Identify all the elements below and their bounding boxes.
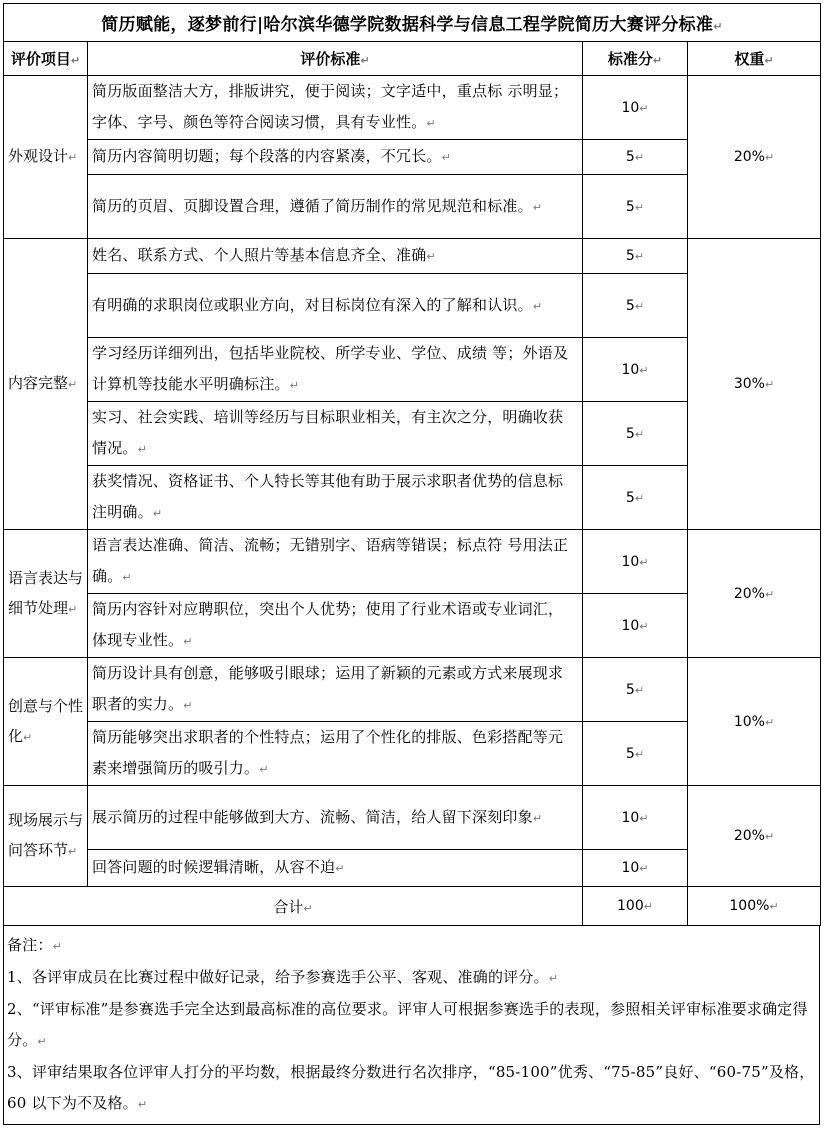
paragraph-mark-icon: ↵	[122, 571, 132, 584]
paragraph-mark-icon: ↵	[634, 747, 645, 761]
note-text: 2、“评审标准”是参赛选手完全达到最高标准的高位要求。评审人可根据参赛选手的表现，参照相关评审标准要求确定得分。	[7, 1000, 808, 1049]
score-value: 5	[625, 198, 635, 215]
note-item	[7, 994, 817, 1057]
total-weight: 100%	[729, 898, 770, 914]
paragraph-mark-icon: ↵	[639, 619, 649, 633]
score-value: 10	[621, 617, 640, 634]
score-value: 5	[625, 248, 635, 264]
header-criteria: 评价标准↵	[88, 42, 583, 76]
criterion-text-cell	[88, 140, 583, 175]
score-value: 10	[621, 361, 640, 378]
paragraph-mark-icon: ↵	[68, 845, 78, 858]
paragraph-mark-icon: ↵	[764, 378, 775, 391]
criterion-text-cell	[88, 175, 583, 239]
paragraph-mark-icon: ↵	[441, 151, 452, 164]
score-cell	[583, 850, 688, 887]
criterion-text-cell	[88, 594, 583, 658]
paragraph-mark-icon: ↵	[68, 602, 78, 616]
total-score: 100	[617, 898, 644, 914]
total-score-cell	[583, 887, 688, 926]
score-cell	[583, 239, 688, 274]
paragraph-mark-icon: ↵	[52, 940, 63, 953]
criterion-text-cell	[88, 338, 583, 402]
paragraph-mark-icon: ↵	[532, 200, 543, 214]
criterion-text: 语言表达准确、简洁、流畅；无错别字、语病等错误；标点符 号用法正确。	[92, 536, 569, 585]
scoring-table	[3, 3, 821, 926]
score-value: 10	[621, 860, 640, 876]
criterion-text: 简历能够突出求职者的个性特点；运用了个性化的排版、色彩搭配等元素来增强简历的吸引力。	[92, 728, 564, 777]
note-item	[7, 962, 817, 994]
total-label: 合计	[273, 897, 304, 916]
paragraph-mark-icon: ↵	[639, 101, 649, 115]
score-value: 10	[621, 553, 640, 570]
criterion-text: 有明确的求职岗位或职业方向，对目标岗位有深入的了解和认识。	[92, 295, 533, 314]
paragraph-mark-icon: ↵	[23, 730, 33, 744]
score-value: 5	[625, 425, 635, 442]
criterion-row	[4, 76, 821, 140]
category-name: 创意与个性化	[8, 696, 84, 745]
criterion-row	[4, 786, 821, 850]
header-item: 评价项目↵	[4, 42, 88, 76]
paragraph-mark-icon: ↵	[532, 299, 543, 313]
total-row	[4, 887, 821, 926]
category-name: 语言表达与细节处理	[8, 568, 84, 617]
score-cell	[583, 402, 688, 466]
weight-cell	[688, 658, 821, 786]
score-value: 5	[625, 297, 635, 314]
criterion-text: 学习经历详细列出，包括毕业院校、所学专业、学位、成绩 等；外语及计算机等技能水平明确标注。	[92, 344, 569, 393]
title-text: 简历赋能，逐梦前行|哈尔滨华德学院数据科学与信息工程学院简历大赛评分标准	[101, 15, 714, 35]
weight-cell	[688, 239, 821, 530]
category-name: 现场展示与问答环节	[8, 811, 84, 859]
score-cell	[583, 140, 688, 175]
criterion-text: 姓名、联系方式、个人照片等基本信息齐全、准确	[92, 246, 427, 264]
document-title	[4, 4, 821, 42]
score-cell	[583, 786, 688, 850]
criterion-text-cell	[88, 850, 583, 887]
criterion-text-cell	[88, 530, 583, 594]
criterion-text-cell	[88, 76, 583, 140]
paragraph-mark-icon: ↵	[303, 901, 313, 915]
criterion-row	[4, 239, 821, 274]
paragraph-mark-icon: ↵	[548, 972, 559, 985]
notes-section	[3, 926, 820, 1125]
paragraph-mark-icon: ↵	[713, 20, 723, 33]
paragraph-mark-icon: ↵	[37, 1035, 47, 1048]
criterion-text-cell	[88, 274, 583, 338]
paragraph-mark-icon: ↵	[764, 587, 775, 601]
score-value: 10	[621, 809, 640, 826]
paragraph-mark-icon: ↵	[335, 862, 345, 875]
criterion-text: 简历的页眉、页脚设置合理，遵循了简历制作的常见规范和标准。	[92, 196, 533, 215]
paragraph-mark-icon: ↵	[652, 54, 663, 67]
category-name: 外观设计	[8, 147, 69, 165]
score-value: 5	[625, 745, 635, 762]
paragraph-mark-icon: ↵	[360, 54, 370, 67]
paragraph-mark-icon: ↵	[634, 299, 645, 313]
criterion-text-cell	[88, 466, 583, 530]
paragraph-mark-icon: ↵	[289, 379, 300, 392]
category-name: 内容完整	[8, 374, 69, 392]
score-value: 5	[625, 149, 635, 165]
category-cell	[4, 76, 88, 239]
weight-value: 30%	[733, 376, 765, 392]
paragraph-mark-icon: ↵	[639, 811, 649, 825]
paragraph-mark-icon: ↵	[68, 151, 78, 164]
criterion-text: 展示简历的过程中能够做到大方、流畅、简洁，给人留下深刻印象	[92, 807, 533, 826]
criterion-text-cell	[88, 722, 583, 786]
paragraph-mark-icon: ↵	[68, 378, 78, 391]
paragraph-mark-icon: ↵	[137, 1098, 148, 1111]
paragraph-mark-icon: ↵	[183, 699, 193, 712]
criterion-text: 简历内容简明切题；每个段落的内容紧凑，不冗长。	[92, 147, 442, 165]
total-label-cell	[4, 887, 583, 926]
criterion-text: 简历版面整洁大方，排版讲究，便于阅读；文字适中，重点标 示明显；字体、字号、颜色等符合阅读习惯，具有专业性。	[92, 82, 569, 131]
header-weight: 权重↵	[688, 42, 821, 76]
header-score: 标准分↵	[583, 42, 688, 76]
score-cell	[583, 466, 688, 530]
criterion-text: 实习、社会实践、培训等经历与目标职业相关，有主次之分，明确收获情况。	[92, 408, 564, 457]
paragraph-mark-icon: ↵	[259, 763, 269, 776]
weight-cell	[688, 76, 821, 239]
score-cell	[583, 338, 688, 402]
paragraph-mark-icon: ↵	[532, 811, 543, 825]
paragraph-mark-icon: ↵	[639, 363, 649, 377]
score-cell	[583, 274, 688, 338]
total-weight-cell	[688, 887, 821, 926]
criterion-text: 简历内容针对应聘职位，突出个人优势；使用了行业术语或专业词汇，体现专业性。	[92, 600, 564, 649]
score-value: 5	[625, 681, 635, 698]
criterion-text-cell	[88, 658, 583, 722]
score-cell	[583, 76, 688, 140]
category-cell	[4, 786, 88, 887]
paragraph-mark-icon: ↵	[639, 555, 649, 569]
paragraph-mark-icon: ↵	[183, 635, 193, 648]
paragraph-mark-icon: ↵	[764, 830, 775, 843]
score-cell	[583, 175, 688, 239]
note-item	[7, 1057, 817, 1120]
score-cell	[583, 658, 688, 722]
scoring-document	[3, 3, 820, 1125]
paragraph-mark-icon: ↵	[634, 427, 645, 441]
weight-cell	[688, 786, 821, 887]
paragraph-mark-icon: ↵	[634, 683, 645, 697]
score-value: 5	[625, 489, 635, 506]
paragraph-mark-icon: ↵	[70, 54, 81, 67]
paragraph-mark-icon: ↵	[634, 491, 645, 505]
criterion-text: 简历设计具有创意，能够吸引眼球；运用了新颖的元素或方式来展现求职者的实力。	[92, 664, 564, 713]
paragraph-mark-icon: ↵	[426, 117, 436, 130]
paragraph-mark-icon: ↵	[643, 900, 653, 913]
paragraph-mark-icon: ↵	[634, 200, 645, 214]
paragraph-mark-icon: ↵	[634, 250, 645, 263]
category-cell	[4, 239, 88, 530]
paragraph-mark-icon: ↵	[764, 715, 775, 729]
weight-value: 20%	[733, 149, 765, 165]
criterion-text-cell	[88, 402, 583, 466]
note-text: 备注：	[7, 936, 53, 954]
paragraph-mark-icon: ↵	[769, 900, 779, 913]
criterion-text: 获奖情况、资格证书、个人特长等其他有助于展示求职者优势的信息标注明确。	[92, 472, 564, 521]
paragraph-mark-icon: ↵	[634, 151, 645, 164]
note-text: 1、各评审成员在比赛过程中做好记录，给予参赛选手公平、客观、准确的评分。	[7, 968, 549, 986]
score-cell	[583, 594, 688, 658]
score-value: 10	[621, 99, 640, 116]
score-cell	[583, 722, 688, 786]
weight-value: 20%	[733, 828, 765, 844]
criterion-row	[4, 530, 821, 594]
paragraph-mark-icon: ↵	[152, 507, 163, 520]
paragraph-mark-icon: ↵	[764, 151, 775, 164]
paragraph-mark-icon: ↵	[639, 862, 649, 875]
weight-value: 10%	[733, 713, 765, 730]
criterion-text-cell	[88, 239, 583, 274]
paragraph-mark-icon: ↵	[764, 54, 774, 67]
criterion-row	[4, 658, 821, 722]
criterion-text-cell	[88, 786, 583, 850]
note-text: 3、评审结果取各位评审人打分的平均数，根据最终分数进行名次排序，“85-100”优秀、“75-85”良好、“60-75”及格，60 以下为不及格。	[7, 1063, 815, 1112]
category-cell	[4, 658, 88, 786]
paragraph-mark-icon: ↵	[137, 443, 148, 456]
criterion-text: 回答问题的时候逻辑清晰，从容不迫	[92, 858, 336, 876]
weight-cell	[688, 530, 821, 658]
paragraph-mark-icon: ↵	[426, 250, 436, 263]
notes-heading	[7, 930, 817, 962]
weight-value: 20%	[733, 585, 765, 602]
score-cell	[583, 530, 688, 594]
category-cell	[4, 530, 88, 658]
